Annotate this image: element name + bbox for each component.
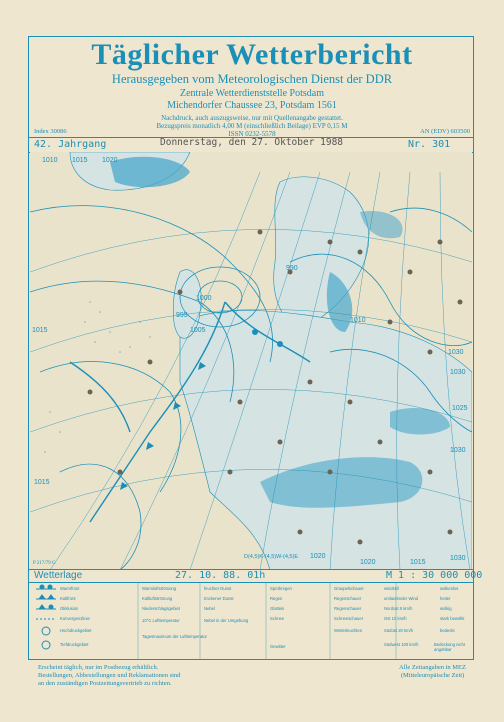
legend-item: Schneeschauer [334,616,364,621]
pressure-label: 1030 [450,447,466,454]
pressure-label: 1010 [350,317,366,324]
legend-item: Graupelschauer [334,586,364,591]
pressure-label: 1030 [448,349,464,356]
legend-item: wolkig [440,606,452,611]
legend-item: Regenschauer [334,606,362,611]
legend-item: Regenschauer [334,596,362,601]
subscription-line: Erscheint täglich, nur im Postbezug erhältlich. [38,664,159,671]
issue-number: Nr. 301 [408,139,451,150]
legend-item: Hochdruckgebiet [60,628,92,633]
observation-time: 27. 10. 88. 01h [175,570,266,581]
publisher-line: Herausgegeben vom Meteorologischen Dienst der DDR [111,72,393,86]
legend-item: bedeckt [440,628,455,633]
map-scale: M 1 : 30 000 000 [386,570,483,581]
wetterlage-label: Wetterlage [34,570,83,581]
legend-item: Schnee [270,616,285,621]
pressure-label: 1015 [72,157,88,164]
subscription-line: an den zuständigen Postzeitungsvertrieb zu richten. [38,680,172,687]
timezone-line: Alle Zeitangaben in MEZ [399,664,466,671]
legend-item: Nordost 5 km/h [384,606,413,611]
index-number: Index 30086 [34,128,67,135]
legend-item: Gewitter [270,644,286,649]
masthead-title: Täglicher Wetterbericht [91,38,413,71]
office-line: Zentrale Wetterdienststelle Potsdam [180,88,324,99]
pressure-label: 1015 [34,479,50,486]
legend-item: Nebel [204,606,215,611]
pressure-label: 1025 [452,405,468,412]
pressure-label: 1020 [310,553,326,560]
legend-item: Südwest 100 km/h [384,642,419,647]
legend-item: Okklusion [60,606,79,611]
legend-item: Kaltfront [60,596,76,601]
legend-item: Warmfront [60,586,80,591]
pressure-label: 1020 [360,559,376,566]
timezone-line: (Mitteleuropäische Zeit) [400,672,465,679]
volume-label: 42. Jahrgang [34,139,107,150]
legend-item: feuchter Dunst [204,586,232,591]
legend-item: heiter [440,596,451,601]
price-notice: Bezugspreis monatlich 4,00 M (einschließlich Beilage) EVP 0,15 M [156,122,348,130]
legend-item: 10°C Lufttemperatur [142,618,180,623]
legend-symbols [30,582,472,660]
legend-item: Niederschlagsgebiet [142,606,180,611]
legend-item: Tagesmaximum der Lufttemperatur [142,634,207,639]
pressure-label: 990 [286,265,298,272]
an-code: AN (EDV) 603500 [420,128,470,135]
reprint-notice: Nachdruck, auch auszugsweise, nur mit Quellenangabe gestattet. [161,114,343,122]
legend-item: Konvergenzlinie [60,616,90,621]
pressure-label: 1030 [450,369,466,376]
pressure-label: 1015 [410,559,426,566]
issue-date: Donnerstag, den 27. Oktober 1988 [160,137,344,148]
legend-item: Tiefdruckgebiet [60,642,89,647]
pressure-label: 1020 [102,157,118,164]
legend-item: wolkenlos [440,586,459,591]
place-code: D(4,5)K-(4,5)W-(4,5)E [244,554,298,560]
legend-item: windstill [384,586,399,591]
pressure-label: 1005 [190,327,206,334]
weather-map [30,152,472,570]
legend-item: Glatteis [270,606,285,611]
pressure-label: 995 [176,312,188,319]
subscription-notice [38,664,180,688]
subscription-line: Bestellungen, Abbestellungen und Reklamationen sind [38,672,181,679]
issn-line: ISSN 0232-5578 [228,130,276,138]
pressure-label: 1015 [32,327,48,334]
legend-item: Wetterleuchten [334,628,363,633]
legend-item: umlaufender Wind [384,596,418,601]
timezone-notice [399,664,466,680]
legend-item: trockener Dunst [204,596,234,601]
legend-item: Regen [270,596,283,601]
legend-item: Südost 20 km/h [384,628,414,633]
legend-item: Nebel in der Umgebung [204,618,249,623]
legend-item: Sprühregen [270,586,292,591]
legend-item: Ost 10 km/h [384,616,407,621]
legend-item: Warmluftströmung [142,586,177,591]
address-line: Michendorfer Chaussee 23, Potsdam 1561 [167,100,337,111]
pressure-label: 1030 [450,555,466,562]
legend-item: Kaltluftströmung [142,596,173,601]
map-legend [30,582,472,660]
map-reference-code: P 217/79 G [33,561,56,566]
legend-item: stark bewölkt [440,616,465,621]
pressure-label: 1000 [196,295,212,302]
legend-item: Bedeckung nicht angebbar [434,642,465,652]
pressure-label: 1010 [42,157,58,164]
